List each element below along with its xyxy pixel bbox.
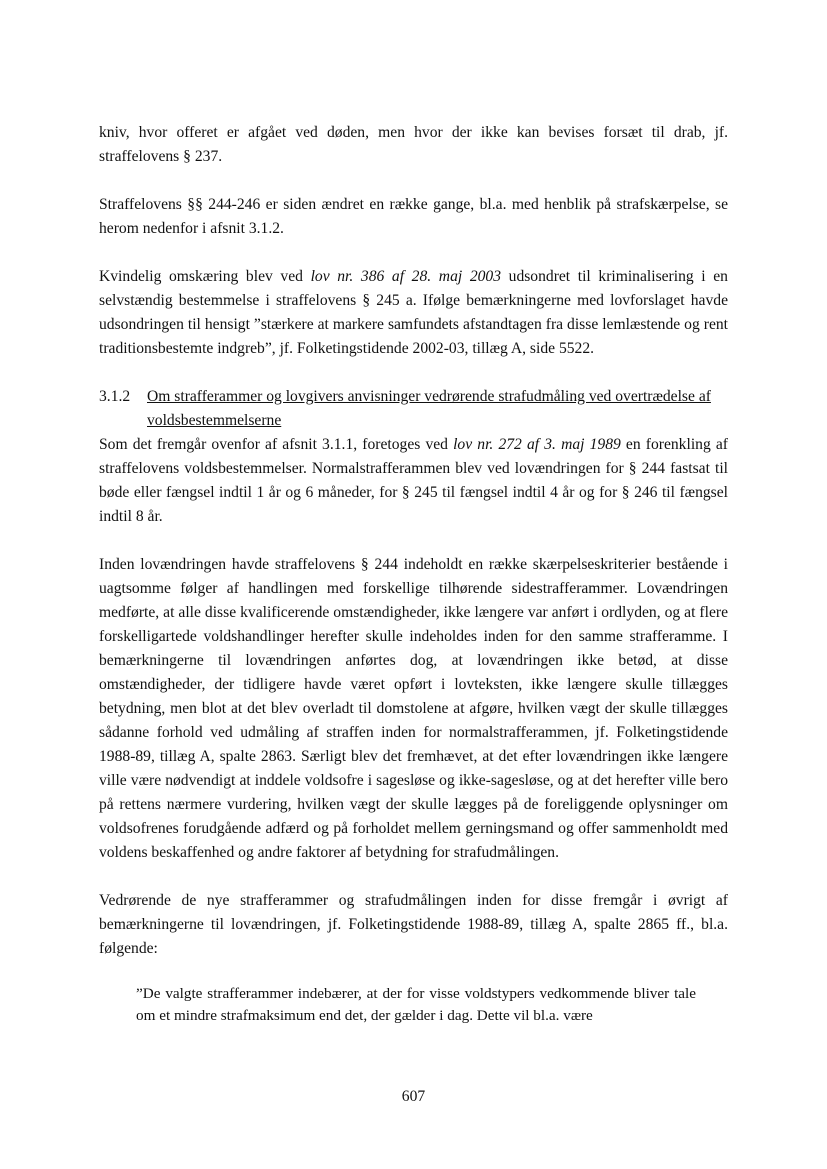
paragraph-3-text-a: Kvindelig omskæring blev ved	[99, 268, 311, 285]
paragraph-1: kniv, hvor offeret er afgået ved døden, men hvor der ikke kan bevises forsæt til drab, jf. straffelovens § 237.	[99, 124, 728, 165]
paragraph-3	[99, 265, 728, 361]
section-heading	[99, 385, 728, 433]
paragraph-3-text-b: udsondret til kriminalisering i en selvstændig bestemmelse i straffelovens § 245 a. Ifølge bemærkningerne med lovforslaget havde udsondringen til hensigt ”stærkere at markere samfundets afstandtagen fra disse lemlæstende og rent traditionsbestemte indgreb”, jf. Folketingstidende 2002-03, tillæg A, side 5522.	[99, 268, 728, 357]
paragraph-4	[99, 433, 728, 529]
page-body	[99, 121, 728, 1027]
paragraph-2: Straffelovens §§ 244-246 er siden ændret en række gange, bl.a. med henblik på strafskærpelse, se herom nedenfor i afsnit 3.1.2.	[99, 196, 728, 237]
paragraph-4-text-b: en forenkling af straffelovens voldsbestemmelser. Normalstrafferammen blev ved lovændringen for § 244 fastsat til bøde eller fængsel indtil 1 år og 6 måneder, for § 245 til fængsel indtil 4 år og for § 246 til fængsel indtil 8 år.	[99, 436, 728, 525]
page-number: 607	[401, 1088, 426, 1105]
paragraph-5: Inden lovændringen havde straffelovens § 244 indeholdt en række skærpelseskriterier bestående i uagtsomme følger af handlingen med forskellige tilhørende sidestrafferammer. Lovændringen medførte, at alle disse kvalificerende omstændigheder, ikke længere var anført i ordlyden, og at flere forskelligartede voldshandlinger herefter skulle indeholdes inden for den samme strafferamme. I bemærkningerne til lovændringen anførtes dog, at lovændringen ikke betød, at disse omstændigheder, der tidligere havde været opført i lovteksten, ikke længere skulle tillægges betydning, men blot at det blev overladt til domstolene at afgøre, hvilken vægt der skulle tillægges sådanne forhold ved udmåling af straffen inden for normalstrafferammen, jf. Folketingstidende 1988-89, tillæg A, spalte 2863. Særligt blev det fremhævet, at det efter lovændringen ikke længere ville være nødvendigt at inddele voldsofre i sagesløse og ikke-sagesløse, og at det herefter ville bero på rettens nærmere vurdering, hvilken vægt der skulle lægges på de foreliggende oplysninger om voldsofrenes forudgående adfærd og på forholdet mellem gerningsmand og offer sammenholdt med voldens beskaffenhed og andre faktorer af betydning for strafudmålingen.	[99, 556, 728, 861]
paragraph-4-text-a: Som det fremgår ovenfor af afsnit 3.1.1, foretoges ved	[99, 436, 454, 453]
section-title: Om strafferammer og lovgivers anvisninger vedrørende strafudmåling ved overtrædelse af voldsbestemmelserne	[147, 388, 711, 429]
law-reference-1989: lov nr. 272 af 3. maj 1989	[453, 436, 621, 453]
section-number: 3.1.2	[99, 388, 131, 405]
law-reference-2003: lov nr. 386 af 28. maj 2003	[310, 268, 502, 285]
block-quote: ”De valgte strafferammer indebærer, at der for visse voldstypers vedkommende bliver tale om et mindre strafmaksimum end det, der gælder i dag. Dette vil bl.a. være	[136, 985, 696, 1024]
paragraph-6: Vedrørende de nye strafferammer og strafudmålingen inden for disse fremgår i øvrigt af bemærkningerne til lovændringen, jf. Folketingstidende 1988-89, tillæg A, spalte 2865 ff., bl.a. følgende:	[99, 892, 728, 957]
